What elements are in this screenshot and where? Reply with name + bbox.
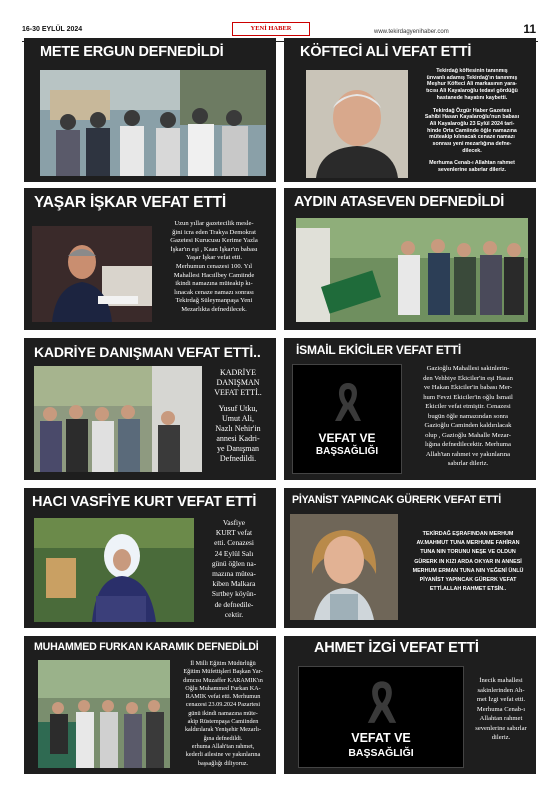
text-line: PİYANİST YAPINCAK GÜRERK VEFAT [419, 577, 517, 584]
card-title: AYDIN ATASEVEN DEFNEDİLDİ [294, 194, 505, 210]
card-title: İSMAİL EKİCİLER VEFAT ETTİ [296, 343, 462, 357]
text-line: Oğlu Muhammed Furkan KA- [185, 684, 261, 692]
obituary-text [402, 530, 534, 594]
text-line: Ekiciler vefat etmiştir. Cenazesi [425, 403, 511, 410]
condolence-label-line2: BAŞSAĞLIĞI [348, 747, 414, 759]
text-line: Nazlı Nehir'in [215, 424, 261, 433]
condolence-ribbon-card [292, 364, 402, 474]
text-line: Tekirdağ Özgür Haber Gazetesi [432, 107, 512, 114]
portrait-photo [306, 70, 408, 178]
text-line: Allahtan rahmet [479, 715, 523, 722]
card-piyanist-yapincak-gurerk [284, 488, 536, 628]
text-line: Tekirdağ köftesinin tanınmış [436, 68, 508, 74]
text-line: Gazetesi Kurucusu Kerime Yazla [170, 237, 258, 245]
card-muhammed-furkan-karamik [24, 636, 276, 774]
card-title: KÖFTECİ ALİ VEFAT ETTİ [300, 44, 472, 60]
text-line: Uzun yıllar gazetecilik mesle- [174, 220, 254, 227]
portrait-photo [32, 226, 152, 322]
text-line: tıcısı Ali Kayalaroğlu tedavi gördüğü [426, 88, 518, 95]
text-line: sakinlerinden Ah- [477, 686, 525, 694]
text-line: Merhumun cenazesi 100. Yıl [175, 262, 253, 270]
text-line: başsağlığı diliyoruz. [197, 759, 249, 767]
funeral-crowd-photo [38, 660, 170, 768]
page-number: 11 [523, 22, 536, 36]
text-line: Yusuf Utku, [218, 404, 258, 413]
portrait-photo [290, 514, 398, 620]
website-url[interactable]: www.tekirdagyenihaber.com [374, 29, 449, 35]
text-line: sonrası yeni mezarlığına defne- [432, 141, 512, 148]
text-line: KURT vefat [215, 528, 253, 538]
text-line: den Vehbiye Ekiciler'in eşi Hasan [423, 374, 513, 382]
issue-date: 16-30 EYLÜL 2024 [22, 26, 83, 33]
card-mete-ergun [24, 38, 276, 182]
text-line: etti. Cenazesi [214, 538, 254, 548]
text-line: Yaşar İşkar vefat etti. [185, 254, 243, 262]
text-line: Meşhur Köfteci Ali markasının yara- [427, 81, 517, 88]
obituary-text [198, 518, 270, 620]
text-line: sabırlar dileriz. [447, 460, 489, 467]
card-title: MUHAMMED FURKAN KARAMIK DEFNEDİLDİ [34, 641, 259, 653]
card-title: PİYANİST YAPINCAK GÜRERK VEFAT ETTİ [292, 494, 502, 506]
text-line: dileriz. [491, 734, 511, 741]
text-line: RAMIK vefat etti. Merhumun [185, 693, 261, 701]
condolence-label-line1: VEFAT VE [318, 431, 376, 445]
text-line: dımcısı Muzaffer KARAMIK'ın [183, 676, 263, 684]
text-line: ğini icra eden Trakya Demokrat [172, 228, 256, 236]
newspaper-logo: YENİ HABER [232, 22, 310, 36]
card-title: METE ERGUN DEFNEDİLDİ [40, 44, 224, 60]
text-line: hum Fevzi Ekiciler'in oğlu İsmail [423, 393, 513, 401]
card-ismail-ekiciler [284, 338, 536, 480]
text-line: İl Milli Eğitim Müdürlüğü [190, 660, 256, 667]
condolence-label-line2: BAŞSAĞLIĞI [315, 446, 379, 457]
text-line: Sırtbey köyün- [211, 589, 257, 599]
text-line: Gazioğlu Caminden kaldırılacak [424, 422, 512, 429]
card-title: AHMET İZGİ VEFAT ETTİ [314, 640, 479, 656]
text-line: Umut Ali, [221, 414, 254, 423]
text-line: ye Danışman [217, 444, 259, 453]
text-line: KADRİYE [220, 368, 256, 377]
obituary-text [204, 368, 272, 464]
card-ahmet-izgi [284, 636, 536, 774]
funeral-crowd-photo [34, 366, 202, 472]
text-line: Merhuma Cenab-ı Allahtan rahmet [429, 160, 515, 167]
text-line: hastanede hayatını kaybetti. [436, 94, 508, 101]
card-title: KADRİYE DANIŞMAN VEFAT ETTİ.. [34, 344, 261, 360]
text-line: kederli ailesine ve yakınlarına [185, 751, 261, 759]
text-line: MERHUM ERMAN TUNA NIN YEĞENİ ÜNLÜ [412, 567, 524, 574]
card-kofteci-ali [284, 38, 536, 182]
text-line: met İzgi vefat etti. [476, 696, 526, 703]
black-ribbon-icon [331, 379, 365, 423]
text-line: ikindi namazına müteakip kı- [175, 280, 253, 288]
text-line: VEFAT ETTİ.. [214, 388, 262, 397]
obituary-text [158, 220, 270, 315]
text-line: DANIŞMAN [216, 378, 260, 387]
condolence-ribbon-card [298, 666, 464, 768]
text-line: lınacak cenaze namazı sonrası [174, 288, 254, 296]
text-line: kaldırılarak Yenişehir Mezarlı- [184, 726, 262, 734]
text-line: TEKİRDAĞ EŞRAFINDAN MERHUM [422, 531, 514, 537]
text-line: Merhuma Cenab-ı [476, 705, 526, 713]
card-haci-vasfiye-kurt [24, 488, 276, 628]
text-line: günü ikindi namazına müte- [188, 709, 258, 717]
text-line: Gazioğlu Mahallesi sakinlerin- [426, 365, 510, 372]
text-line: lığına defnedilecektir. Merhuma [425, 441, 511, 448]
text-line: kiben Malkara [212, 579, 256, 589]
text-line: Allah'tan rahmet ve yakınlarına [425, 450, 511, 458]
text-line: Eğitim Müfettişleri Başkan Yar- [183, 668, 263, 676]
text-line: bugün öğle namazından sonra [427, 412, 509, 420]
text-line: Ali Kayalaroğlu 23 Eylül 2024 tari- [429, 120, 515, 127]
black-ribbon-icon [363, 677, 401, 725]
funeral-prayer-photo [296, 218, 528, 322]
card-kadriye-danisman [24, 338, 276, 480]
text-line: müteakip kılınacak cenaze namazı [429, 134, 515, 141]
text-line: ETTİ.ALLAH RAHMET ETSİN.. [429, 586, 507, 593]
obituary-text [414, 68, 530, 174]
text-line: Defnedildi. [219, 454, 257, 463]
text-line: Mezarlıkta defnedilecek. [181, 305, 247, 313]
text-line: sevenlerine sabırlar [475, 724, 527, 732]
obituary-text [172, 660, 274, 768]
text-line: İşkar'ın eşi , Kaan İşkar'ın babası [170, 245, 258, 253]
text-line: ünvanlı adamış Tekirdağ'ın tanınmış [426, 74, 518, 81]
obituary-text [404, 364, 532, 469]
text-line: de defnedile- [214, 599, 254, 609]
text-line: olup , Gazioğlu Mahalle Mezar- [425, 431, 511, 439]
funeral-crowd-photo [40, 70, 266, 176]
portrait-photo [34, 518, 194, 622]
text-line: AV.MAHMUT TUNA MERHUME FAHİRAN [416, 540, 520, 547]
card-aydin-ataseven [284, 188, 536, 330]
text-line: annesi Kadri- [216, 434, 260, 443]
text-line: cektir. [224, 609, 244, 619]
condolence-label-line1: VEFAT VE [351, 731, 411, 745]
text-line: mazına müteа- [212, 569, 256, 579]
text-line: TUNA NIN TORUNU NEŞE VE OLDUN [420, 549, 516, 556]
text-line: sevenlerine sabırlar dileriz. [437, 167, 506, 174]
text-line: Tekirdağ Süleymanpaşa Yeni [175, 297, 253, 305]
text-line: cenazesi 23.09.2024 Pazartesi [185, 701, 261, 709]
text-line: Mahallesi Hacıilbey Camiinde [173, 271, 255, 279]
text-line: dilecek. [462, 147, 482, 154]
obituary-text [468, 676, 534, 743]
text-line: ve Hakan Ekiciler'in babası Mer- [423, 384, 513, 391]
text-line: akip Rüstempaşa Camiinden [187, 718, 259, 726]
text-line: GÜRERK IN KIZI ARDA OKYAR IN ANNESİ [414, 558, 522, 565]
text-line: ğına defnedildi. [203, 734, 243, 742]
text-line: erhuma Allah'tan rahmet, [191, 742, 255, 750]
text-line: günü öğlen na- [211, 558, 257, 568]
text-line: Sahibi Hasan Kayalaroğlu'nun babası [424, 114, 520, 121]
text-line: hinde Orta Camiinde öğle namazına [427, 127, 517, 134]
text-line: Vasfiye [222, 518, 246, 527]
text-line: İnecik mahallesi [479, 677, 523, 684]
text-line: 24 Eylül Salı [214, 548, 254, 558]
card-title: HACI VASFİYE KURT VEFAT ETTİ [32, 494, 257, 510]
card-yasar-iskar [24, 188, 276, 330]
card-title: YAŞAR İŞKAR VEFAT ETTİ [34, 194, 226, 211]
